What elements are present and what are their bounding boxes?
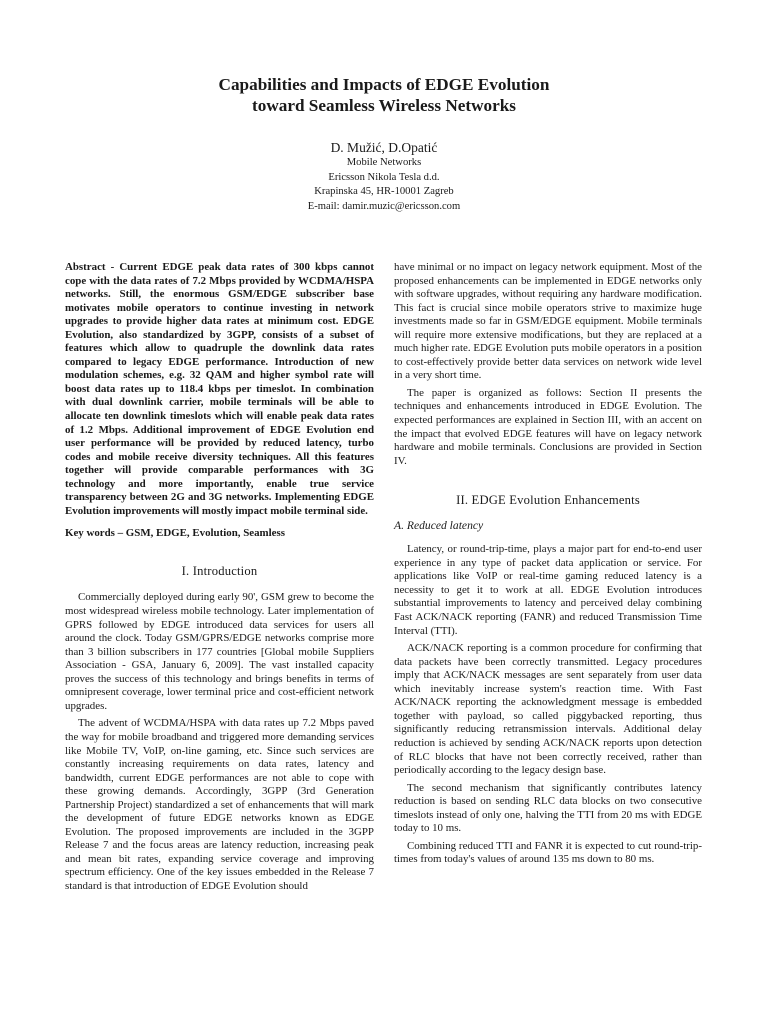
latency-paragraph-4: Combining reduced TTI and FANR it is expected to cut round-trip-times from today's values of around 135 ms down to 80 ms.: [394, 839, 702, 866]
intro-paragraph-1: Commercially deployed during early 90', GSM grew to become the most widespread wireless mobile technology. Later implementation of GPRS followed by EDGE introduced data services for users all around the clock. Today GSM/GPRS/EDGE networks comprise more than 3 billion subscribers in 177 countries [Global mobile Suppliers Association - GSA, January 6, 2009]. The vast installed capacity proves the success of this technology and brings benefits in terms of omnipresent coverage, lower terminal price and cost-efficient network upgrades.: [65, 591, 374, 712]
author-block: [0, 139, 768, 214]
keywords: Key words – GSM, EDGE, Evolution, Seamless: [65, 527, 285, 540]
intro-paragraph-3: have minimal or no impact on legacy network equipment. Most of the proposed enhancements can be implemented in EDGE networks only with software upgrades, without requiring any hardware modification. This fact is crucial since mobile operators strive to maximize huge investments made so far in GSM/EDGE equipment. Mobile terminals will require more extensive modifications, but they are replaced at a much higher rate. EDGE Evolution puts mobile operators in a position to cost-effectively provide better data services on network wide level in a very short time.: [394, 261, 702, 382]
author-email: E-mail: damir.muzic@ericsson.com: [307, 200, 461, 212]
intro-paragraph-2: The advent of WCDMA/HSPA with data rates up 7.2 Mbps paved the way for mobile broadband and triggered more demanding services like Mobile TV, VoIP, on-line gaming, etc. Since such services are constantly increasing requirements on data rates, latency and bandwidth, current EDGE performances are not able to cope with these growing demands. Accordingly, 3GPP (3rd Generation Partnership Project) standardized a set of enhancements that will mark the development of future EDGE networks known as EDGE Evolution. The proposed improvements are included in the 3GPP Release 7 and the focus areas are latency reduction, increasing peak and mean bit rates, expanding service coverage and improving spectrum efficiency. One of the key issues embedded in the Release 7 standard is that introduction of EDGE Evolution should: [65, 717, 374, 892]
latency-paragraph-1: Latency, or round-trip-time, plays a major part for end-to-end user experience in any type of packet data application or service. For applications like VoIP or real-time gaming reduced latency is a necessity to get it to work at all. EDGE Evolution introduces substantial improvements to latency and perceived delay combining Fast ACK/NACK reporting (FANR) and reduced Transmission Time Interval (TTI).: [394, 543, 702, 637]
section-1-heading: I. Introduction: [181, 563, 258, 578]
intro-paragraph-4: The paper is organized as follows: Section II presents the techniques and enhancements introduced in EDGE Evolution. The expected performances are explained in Section III, with an accent on the impact that evolved EDGE features will have on legacy network hardware and mobile terminals. Conclusions are provided in Section IV.: [394, 386, 702, 467]
paper-title-line-2: toward Seamless Wireless Networks: [252, 96, 516, 115]
author-names: D. Mužić, D.Opatić: [330, 140, 438, 155]
section-2-heading: II. EDGE Evolution Enhancements: [456, 493, 640, 508]
right-column: [394, 261, 702, 867]
latency-paragraph-3: The second mechanism that significantly contributes latency reduction is based on sending RLC data blocks on two consecutive timeslots instead of only one, halving the TTI from 20 ms with EDGE today to 10 ms.: [394, 781, 702, 835]
paper-title-line-1: Capabilities and Impacts of EDGE Evolution: [218, 75, 550, 94]
abstract: Abstract - Current EDGE peak data rates of 300 kbps cannot cope with the data rates of 7.2 Mbps provided by WCDMA/HSPA networks. Still, the enormous GSM/EDGE subscriber base motivates mobile operators to continue investing in network upgrades to provide higher data rates at minimum cost. EDGE Evolution, also standardized by 3GPP, consists of a subset of features which allow to quadruple the downlink data rates compared to legacy EDGE performance. Introduction of new modulation schemes, e.g. 32 QAM and higher symbol rate will boost data rates up to 118.4 kbps per timeslot. In combination with dual downlink carrier, mobile terminals will be able to allocate ten downlink timeslots which will enable peak data rates of 1.2 Mbps. Additional improvement of EDGE Evolution end user performance will be provided by reduced latency, turbo codes and mobile receive diversity techniques. All this features together will provide comparable performances with 3G technology and more importantly, enable true service transparency between 2G and 3G networks. Implementing EDGE Evolution improvements will mostly impact mobile terminal side.: [65, 261, 374, 517]
author-address: Krapinska 45, HR-10001 Zagreb: [314, 186, 454, 198]
latency-paragraph-2: ACK/NACK reporting is a common procedure for confirming that data packets have been correctly transmitted. Legacy procedures imply that ACK/NACK messages are sent separately from user data which inevitably increase system's reaction time. With Fast ACK/NACK reporting the acknowledgment message is embedded together with payload, so called piggybacked reporting, thus significantly reducing retransmission intervals. Additional delay reduction is achieved by sending ACK/NACK reports upon detection of RLC blocks that have not been correctly received, rather than periodically according to the legacy design base.: [394, 642, 702, 777]
left-column: [65, 261, 374, 894]
paper-title: [0, 74, 768, 116]
author-company: Ericsson Nikola Tesla d.d.: [328, 171, 440, 183]
author-department: Mobile Networks: [346, 157, 422, 168]
subsection-a-heading: A. Reduced latency: [394, 518, 484, 532]
